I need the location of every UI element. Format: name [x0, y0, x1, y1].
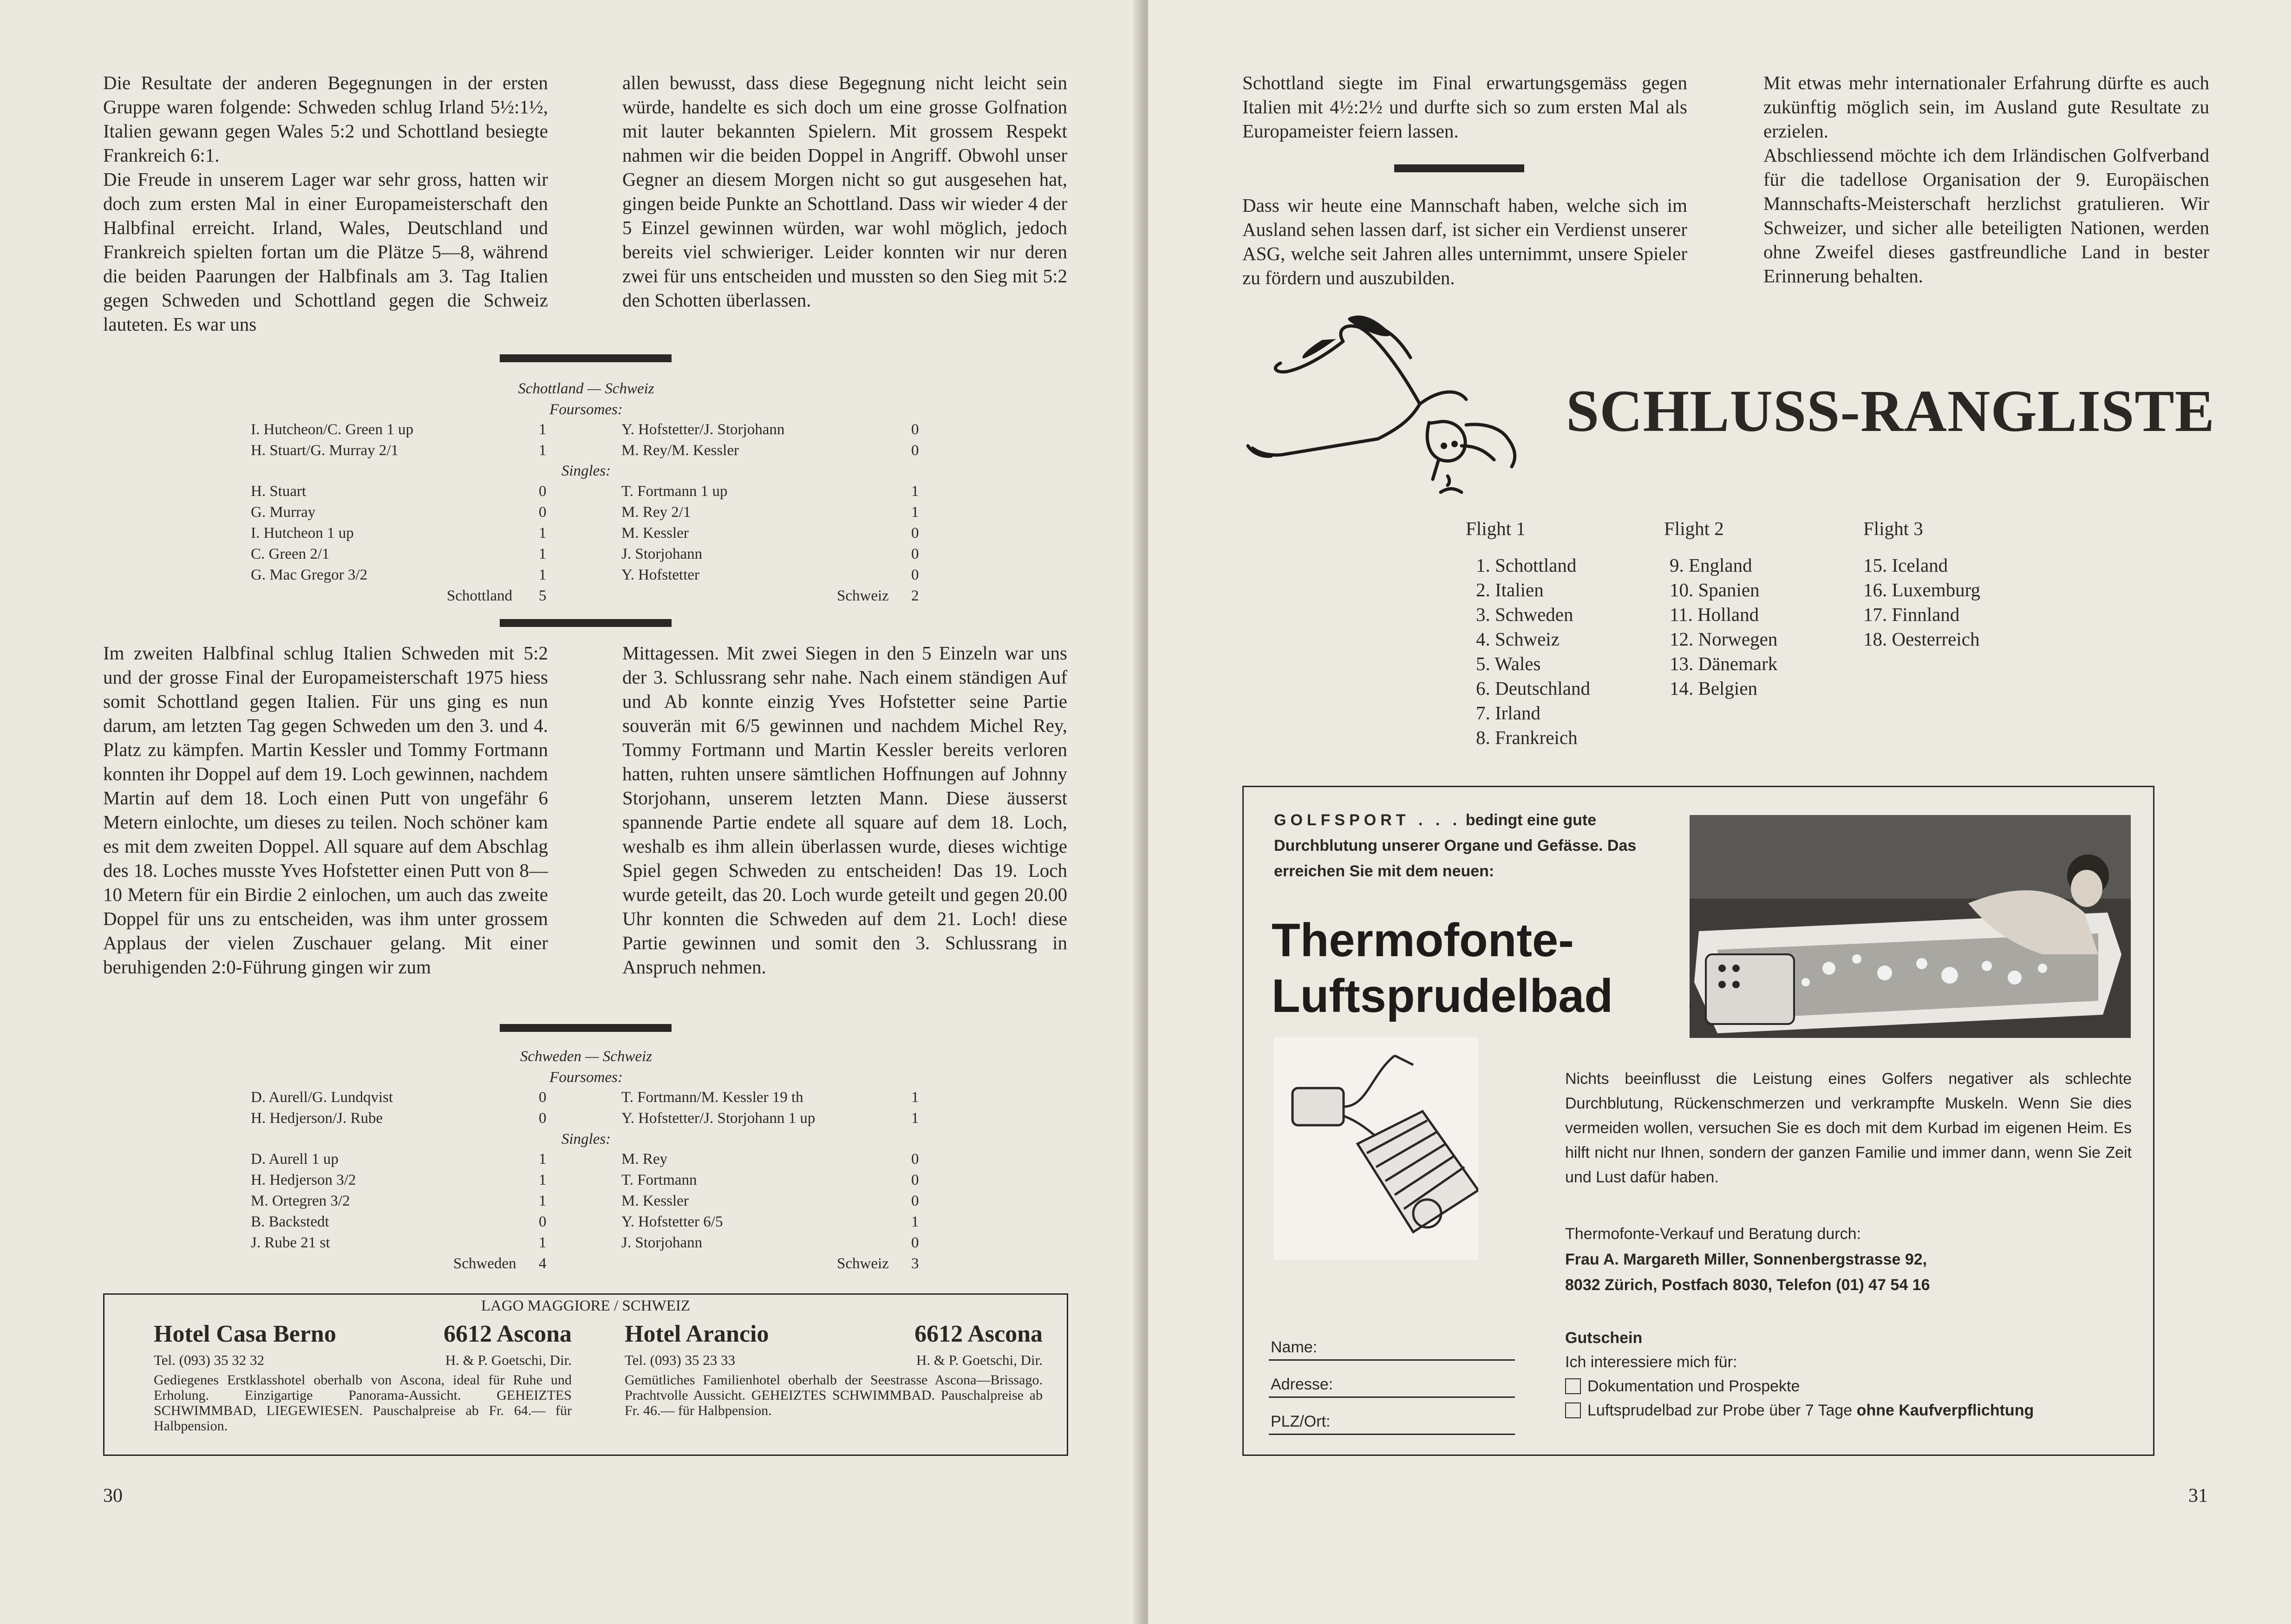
score: 0	[911, 1193, 919, 1209]
score: 1	[539, 1193, 547, 1209]
player: Y. Hofstetter	[621, 567, 700, 583]
score: 1	[539, 1172, 547, 1188]
sales-address-line-2: 8032 Zürich, Postfach 8030, Telefon (01) 47 54 16	[1565, 1276, 1930, 1294]
flight-title: Flight 2	[1664, 518, 1724, 539]
player: J. Storjohann	[621, 1234, 703, 1251]
coupon-title: Gutschein	[1565, 1329, 1643, 1347]
ranking-item: 8. Frankreich	[1476, 727, 1578, 748]
score: 0	[539, 1213, 547, 1230]
player-pair: M. Rey/M. Kessler	[621, 442, 739, 459]
flight-title: Flight 3	[1863, 518, 1923, 539]
article-column-1	[1242, 71, 1687, 143]
hotel-directors: H. & P. Goetschi, Dir.	[916, 1352, 1043, 1368]
hotel-city: 6612 Ascona	[444, 1321, 572, 1347]
score: 0	[539, 1089, 547, 1106]
hotel-advertisement	[103, 1293, 1068, 1456]
ranking-item: 2. Italien	[1476, 579, 1544, 600]
player: M. Rey	[621, 1151, 667, 1167]
team-total-label: Schottland	[447, 587, 513, 604]
player-pair: T. Fortmann/M. Kessler 19 th	[621, 1089, 803, 1106]
product-name-line-2: Luftsprudelbad	[1272, 970, 1613, 1022]
player: B. Backstedt	[251, 1213, 329, 1230]
sales-label: Thermofonte-Verkauf und Beratung durch:	[1565, 1225, 1861, 1243]
score: 1	[539, 421, 547, 438]
plz-city-label: PLZ/Ort:	[1271, 1413, 1331, 1430]
score: 1	[911, 483, 919, 500]
paragraph: Abschliessend möchte ich dem Irländischen Golfverband für die tadellose Organisation der 9. Europäischen Mannschafts-Meisterschaft herzlichst gratulieren. Wir Schweizer, und sicher alle beteiligten Nationen, werden ohne Zweifel dieses gastfreundliche Land in bester Erinnerung behalten.	[1763, 144, 2209, 287]
player: T. Fortmann	[621, 1172, 697, 1188]
paragraph: Mit etwas mehr internationaler Erfahrung dürfte es auch zukünftig möglich sein, im Ausland gute Resultate zu erzielen.	[1763, 72, 2209, 142]
player: H. Stuart	[251, 483, 307, 500]
player: Y. Hofstetter 6/5	[621, 1213, 723, 1230]
player-pair: Y. Hofstetter/J. Storjohann 1 up	[621, 1110, 816, 1127]
score: 1	[539, 546, 547, 562]
foursomes-label: Foursomes:	[549, 401, 623, 418]
player-pair: H. Stuart/G. Murray 2/1	[251, 442, 399, 459]
player: J. Storjohann	[621, 546, 703, 562]
score: 0	[911, 546, 919, 562]
score: 0	[539, 1110, 547, 1127]
ranking-item: 10. Spanien	[1670, 579, 1760, 600]
bathtub-photo-icon	[1690, 815, 2131, 1038]
ranking-item: 18. Oesterreich	[1863, 628, 1980, 650]
flight-title: Flight 1	[1466, 518, 1526, 539]
hotel-city: 6612 Ascona	[914, 1321, 1043, 1347]
article-column-1b	[1242, 193, 1687, 290]
ad-intro	[1274, 808, 1692, 884]
product-name	[1272, 913, 1613, 1024]
address-field[interactable]	[1269, 1361, 1515, 1398]
ranking-item: 4. Schweiz	[1476, 628, 1560, 650]
player: M. Kessler	[621, 1193, 689, 1209]
score: 0	[539, 483, 547, 500]
score: 1	[539, 567, 547, 583]
flight-2	[1664, 516, 1777, 701]
player-pair: Y. Hofstetter/J. Storjohann	[621, 421, 785, 438]
team-total: 3	[911, 1255, 919, 1272]
player: M. Ortegren 3/2	[251, 1193, 350, 1209]
score: 1	[539, 1234, 547, 1251]
right-page	[1148, 0, 2291, 1624]
option-label: Luftsprudelbad zur Probe über 7 Tage	[1587, 1402, 1853, 1419]
page-number: 31	[2188, 1485, 2208, 1507]
name-label: Name:	[1271, 1338, 1318, 1356]
ad-sales-contact	[1565, 1221, 2132, 1298]
player-pair: I. Hutcheon/C. Green 1 up	[251, 421, 414, 438]
thermofonte-advertisement	[1242, 786, 2154, 1456]
player: C. Green 2/1	[251, 546, 330, 562]
address-label: Adresse:	[1271, 1376, 1333, 1393]
table-title: Schweden — Schweiz	[520, 1048, 653, 1065]
ranking-item: 16. Luxemburg	[1863, 579, 1981, 600]
plz-city-field[interactable]	[1269, 1398, 1515, 1435]
score: 0	[539, 504, 547, 521]
paragraph: Dass wir heute eine Mannschaft haben, welche sich im Ausland sehen lassen darf, ist sicher ein Verdienst unserer ASG, welche seit Jahren alles unternimmt, unsere Spieler zu fördern und auszubilden.	[1242, 195, 1687, 288]
player-pair: H. Hedjerson/J. Rube	[251, 1110, 383, 1127]
bubble-mat-device-icon	[1274, 1037, 1478, 1260]
ranking-item: 11. Holland	[1670, 604, 1759, 625]
page-number: 30	[103, 1485, 123, 1507]
option-label: Dokumentation und Prospekte	[1587, 1377, 1800, 1395]
score: 1	[539, 442, 547, 459]
score: 1	[911, 504, 919, 521]
hotel-phone: Tel. (093) 35 23 33	[625, 1352, 736, 1368]
score: 0	[911, 442, 919, 459]
player: D. Aurell 1 up	[251, 1151, 339, 1167]
team-total-label: Schweiz	[837, 587, 889, 604]
left-page	[0, 0, 1142, 1624]
score: 1	[539, 1151, 547, 1167]
coupon-intro: Ich interessiere mich für:	[1565, 1353, 1737, 1371]
table-title: Schottland — Schweiz	[518, 380, 654, 397]
team-total: 2	[911, 587, 919, 604]
player: T. Fortmann 1 up	[621, 483, 728, 500]
ranking-item: 15. Iceland	[1863, 554, 1948, 576]
ad-intro-text: bedingt eine gute Durchblutung unserer Organe und Gefässe. Das erreichen Sie mit dem neuen:	[1274, 811, 1637, 880]
player: G. Murray	[251, 504, 316, 521]
flight-3	[1863, 516, 1980, 652]
coupon-option-trial	[1565, 1398, 2122, 1422]
ranking-item: 1. Schottland	[1476, 554, 1577, 576]
team-total: 5	[539, 587, 547, 604]
player: H. Hedjerson 3/2	[251, 1172, 356, 1188]
player: M. Kessler	[621, 525, 689, 541]
paragraph: allen bewusst, dass diese Begegnung nicht leicht sein würde, handelte es sich doch um eine grosse Golfnation mit lauter bekannten Spielern. Mit grossem Respekt nahmen wir die beiden Doppel in Angriff. Obwohl unser Gegner an diesem Morgen nicht so gut ausgesehen hat, gingen beide Punkte an Schottland. Dass wir wieder 4 der 5 Einzel gewinnen würden, war wohl möglich, jedoch bereits viel schwieriger. Leider konnten wir nur deren zwei für uns entscheiden und mussten so den Sieg mit 5:2 den Schotten überlassen.	[622, 72, 1067, 311]
score: 0	[911, 421, 919, 438]
hotel-name: Hotel Casa Berno	[154, 1321, 336, 1347]
paragraph: Im zweiten Halbfinal schlug Italien Schweden mit 5:2 und der grosse Final der Europameisterschaft 1975 hiess somit Schottland gegen Italien. Für uns ging es nun darum, am letzten Tag gegen Schweden um den 3. und 4. Platz zu kämpfen. Martin Kessler und Tommy Fortmann konnten ihr Doppel auf dem 19. Loch gewinnen, nachdem Martin auf dem 18. Loch einen Putt von ungefähr 6 Metern einlochte, um dieses zu teilen. Noch schöner kam es mit dem zweiten Doppel. All square auf dem Abschlag des 18. Loches musste Yves Hofstetter einen Putt von 8—10 Metern für ein Birdie 2 einlochen, um auch das zweite Doppel für uns zu entscheiden, was ihm unter grossem Applaus der vielen Zuschauer gelang. Mit einer beruhigenden 2:0-Führung gingen wir zum	[103, 642, 548, 978]
coupon-option-documentation	[1565, 1374, 2122, 1398]
ranking-item: 14. Belgien	[1670, 678, 1758, 699]
paragraph: Mittagessen. Mit zwei Siegen in den 5 Einzeln war uns der 3. Schlussrang sehr nahe. Nach einem ständigen Auf und Ab konnte einzig Yves Hofstetter seine Partie souverän mit 6/5 gewinnen und nachdem Michel Rey, Tommy Fortmann und Martin Kessler bereits verloren hatten, ruhten unsere sämtlichen Hoffnungen auf Johnny Storjohann, unserem letzten Mann. Diese äusserst spannende Partie endete all square auf dem 18. Loch, weshalb es ihm allein überlassen wurde, dieses wichtige Spiel gegen Schweden zu entscheiden! Das 19. Loch wurde geteilt, das 20. Loch wurde geteilt und gegen 20.00 Uhr konnten die Schweden auf dem 21. Loch! diese Partie gewinnen und somit den 3. Schlussrang in Anspruch nehmen.	[622, 642, 1067, 978]
coupon	[1565, 1326, 2122, 1422]
paragraph: Die Resultate der anderen Begegnungen in der ersten Gruppe waren folgende: Schweden schlug Irland 5½:1½, Italien gewann gegen Wales 5:2 und Schottland besiegte Frankreich 6:1.	[103, 72, 548, 166]
coupon-form	[1269, 1324, 1515, 1435]
team-total-label: Schweden	[453, 1255, 516, 1272]
name-field[interactable]	[1269, 1324, 1515, 1361]
score: 1	[911, 1110, 919, 1127]
score: 1	[539, 525, 547, 541]
ranking-item: 3. Schweden	[1476, 604, 1573, 625]
player: J. Rube 21 st	[251, 1234, 330, 1251]
score: 0	[911, 1234, 919, 1251]
ranking-item: 12. Norwegen	[1670, 628, 1778, 650]
divider-rule	[1394, 164, 1524, 172]
ranking-item: 13. Dänemark	[1670, 653, 1778, 674]
hotel-name: Hotel Arancio	[625, 1321, 769, 1347]
player: M. Rey 2/1	[621, 504, 691, 521]
foursomes-label: Foursomes:	[549, 1069, 623, 1086]
ad-brand: GOLFSPORT . . .	[1274, 811, 1462, 829]
score: 0	[911, 1151, 919, 1167]
ranking-item: 5. Wales	[1476, 653, 1541, 674]
ad-body-text: Nichts beeinflusst die Leistung eines Golfers negativer als schlechte Durchblutung, Rückenschmerzen und verkrampfte Muskeln. Wenn Sie dies vermeiden wollen, versuchen Sie es doch mit dem Kurbad im eigenen Heim. Es hilft nicht nur Ihnen, sondern der ganzen Familie und immer dann, wenn Sie Zeit und Lust dafür haben.	[1565, 1070, 2132, 1186]
team-total: 4	[539, 1255, 547, 1272]
ranking-item: 6. Deutschland	[1476, 678, 1590, 699]
score: 1	[911, 1089, 919, 1106]
product-name-line-1: Thermofonte-	[1272, 914, 1574, 966]
documentation-checkbox[interactable]	[1565, 1378, 1581, 1394]
hotel-phone: Tel. (093) 35 32 32	[154, 1352, 265, 1368]
option-label-emphasis: ohne Kaufverpflichtung	[1856, 1402, 2034, 1419]
golfer-cartoon-icon	[1243, 307, 1596, 506]
sales-address-line-1: Frau A. Margareth Miller, Sonnenbergstrasse 92,	[1565, 1251, 1927, 1268]
player-pair: D. Aurell/G. Lundqvist	[251, 1089, 393, 1106]
flight-1	[1466, 516, 1590, 750]
singles-label: Singles:	[561, 1131, 611, 1148]
singles-label: Singles:	[561, 463, 611, 479]
hotel-description: Gemütliches Familienhotel oberhalb der Seestrasse Ascona—Brissago. Prachtvolle Aussicht. GEHEIZTES SCHWIMMBAD. Pauschalpreise ab Fr. 46.— für Halbpension.	[625, 1372, 1043, 1418]
ranking-item: 17. Finnland	[1863, 604, 1960, 625]
hotel-directors: H. & P. Goetschi, Dir.	[445, 1352, 572, 1368]
player: G. Mac Gregor 3/2	[251, 567, 368, 583]
paragraph: Die Freude in unserem Lager war sehr gross, hatten wir doch zum ersten Mal in einer Europameisterschaft den Halbfinal erreicht. Irland, Wales, Deutschland und Frankreich spielten fortan um die Plätze 5—8, während die beiden Paarungen der Halbfinals am 3. Tag Italien gegen Schweden und Schottland gegen die Schweiz lauteten. Es war uns	[103, 169, 548, 335]
score: 0	[911, 567, 919, 583]
article-column-2	[1763, 71, 2209, 288]
paragraph: Schottland siegte im Final erwartungsgemäss gegen Italien mit 4½:2½ und durfte sich so zum ersten Mal als Europameister feiern lassen.	[1242, 72, 1687, 142]
trial-checkbox[interactable]	[1565, 1402, 1581, 1418]
score: 0	[911, 525, 919, 541]
score: 0	[911, 1172, 919, 1188]
team-total-label: Schweiz	[837, 1255, 889, 1272]
hotel-description: Gediegenes Erstklasshotel oberhalb von Ascona, ideal für Ruhe und Erholung. Einzigartige Panorama-Aussicht. GEHEIZTES SCHWIMMBAD, LIEGEWIESEN. Pauschalpreise ab Fr. 64.— für Halbpension.	[154, 1372, 572, 1434]
hotel-ad-title: LAGO MAGGIORE / SCHWEIZ	[481, 1298, 691, 1314]
ranking-item: 7. Irland	[1476, 702, 1540, 724]
headline: SCHLUSS-RANGLISTE	[1566, 378, 2215, 444]
score: 1	[911, 1213, 919, 1230]
ranking-item: 9. England	[1670, 554, 1752, 576]
player: I. Hutcheon 1 up	[251, 525, 354, 541]
